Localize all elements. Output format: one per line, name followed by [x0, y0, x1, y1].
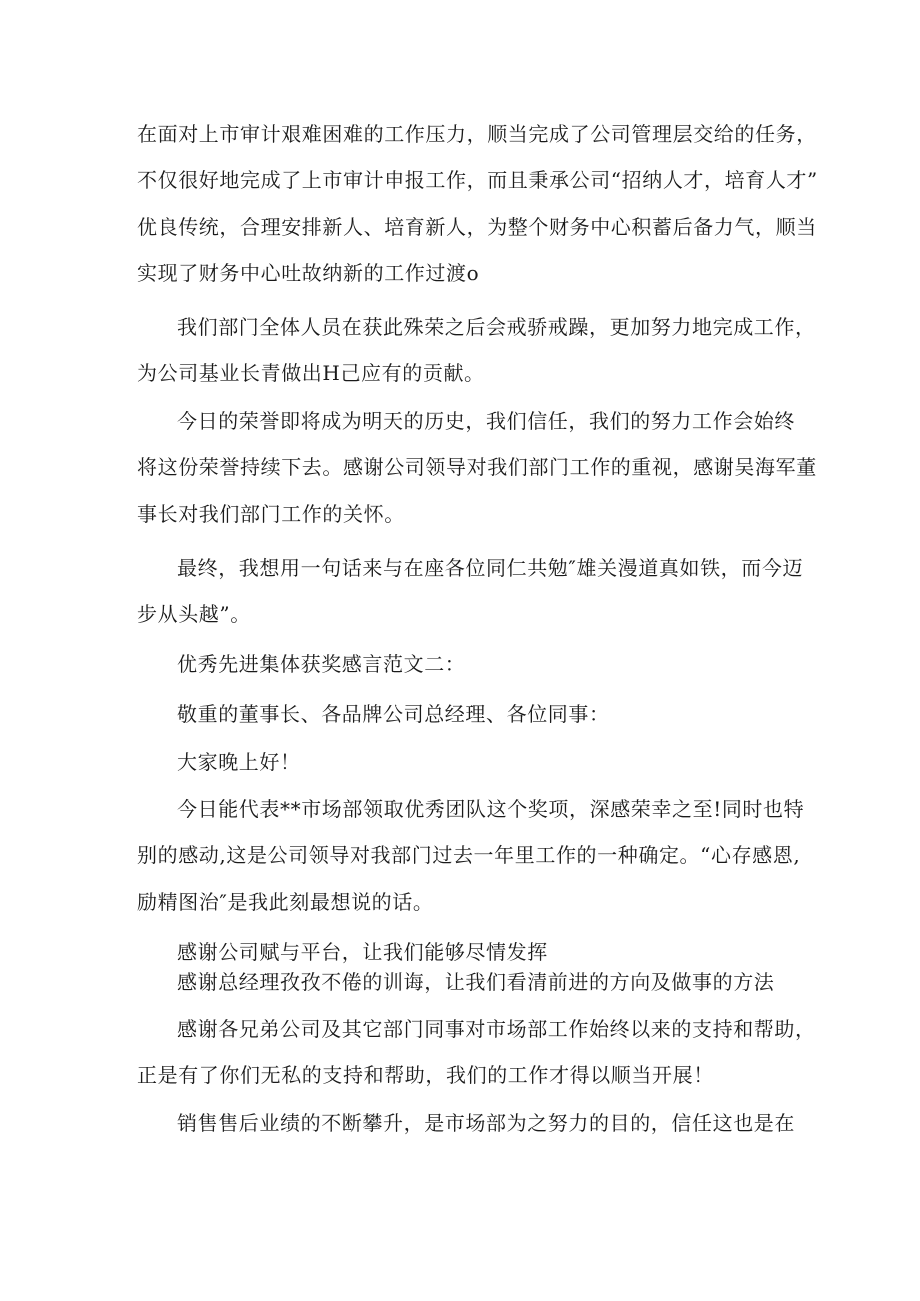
paragraph-10-line-2: 正是有了你们无私的支持和帮助，我们的工作才得以顺当开展！ [137, 1063, 714, 1087]
paragraph-8-line-2: 别的感动,这是公司领导对我部门过去一年里工作的一种确定。“心存感恩, [137, 843, 801, 867]
paragraph-4-line-2: 步从头越”。 [137, 602, 251, 626]
paragraph-1-line-3: 优良传统，合理安排新人、培育新人，为整个财务中心积蓄后备力气，顺当 [137, 215, 817, 239]
paragraph-4-line-1: 最终，我想用一句话来与在座各位同仁共勉″雄关漫道真如铁，而今迈 [177, 556, 804, 580]
salutation: 敬重的董事长、各品牌公司总经理、各位同事： [177, 702, 610, 726]
paragraph-1-line-4: 实现了财务中心吐故纳新的工作过渡o [137, 261, 480, 285]
greeting: 大家晚上好！ [177, 750, 301, 774]
paragraph-3-line-1: 今日的荣誉即将成为明天的历史，我们信任，我们的努力工作会始终 [177, 409, 795, 433]
paragraph-1-line-1: 在面对上市审计艰难困难的工作压力，顺当完成了公司管理层交给的任务， [137, 122, 817, 146]
thanks-line-1: 感谢公司赋与平台，让我们能够尽情发挥 [177, 940, 548, 964]
paragraph-1-line-2: 不仅很好地完成了上市审计申报工作，而且秉承公司“招纳人才，培育人才” [137, 168, 818, 192]
paragraph-10-line-1: 感谢各兄弟公司及其它部门同事对市场部工作始终以来的支持和帮助， [177, 1017, 816, 1041]
section-title: 优秀先进集体获奖感言范文二： [177, 652, 466, 676]
paragraph-8-line-1: 今日能代表**市场部领取优秀团队这个奖项，深感荣幸之至!同时也特 [177, 797, 805, 821]
thanks-line-2: 感谢总经理孜孜不倦的训诲，让我们看清前进的方向及做事的方法 [177, 970, 775, 994]
paragraph-11-line-1: 销售售后业绩的不断攀升，是市场部为之努力的目的，信任这也是在 [177, 1111, 795, 1135]
paragraph-2-line-2: 为公司基业长青做出H己应有的贡献。 [137, 361, 485, 385]
paragraph-2-line-1: 我们部门全体人员在获此殊荣之后会戒骄戒躁，更加努力地完成工作， [177, 315, 816, 339]
paragraph-3-line-2: 将这份荣誉持续下去。感谢公司领导对我们部门工作的重视，感谢吴海军董 [137, 455, 817, 479]
paragraph-8-line-3: 励精图治″是我此刻最想说的话。 [137, 890, 434, 914]
paragraph-3-line-3: 事长对我们部门工作的关怀。 [137, 502, 405, 526]
